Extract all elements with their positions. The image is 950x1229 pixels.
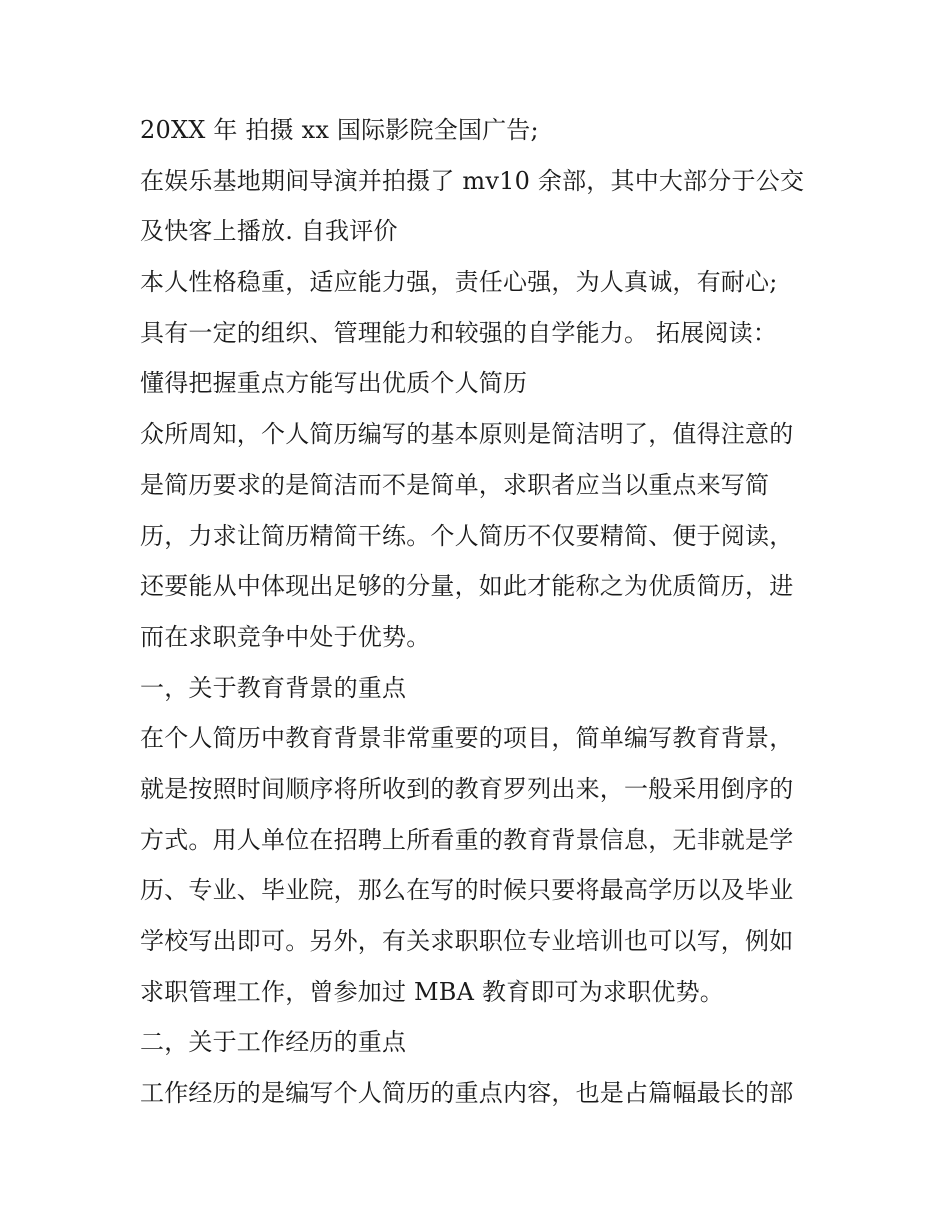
- paragraph-line: 历，力求让简历精简干练。个人简历不仅要精简、便于阅读，: [140, 521, 794, 550]
- paragraph-line: 还要能从中体现出足够的分量，如此才能称之为优质简历，进: [140, 572, 794, 601]
- paragraph-line: 学校写出即可。另外，有关求职职位专业培训也可以写，例如: [140, 927, 794, 955]
- paragraph-line: 是简历要求的是简洁而不是简单，求职者应当以重点来写简: [140, 470, 770, 499]
- section-title-resume-tips: 懂得把握重点方能写出优质个人简历: [140, 369, 528, 398]
- paragraph-line: 而在求职竞争中处于优势。: [140, 622, 431, 651]
- paragraph-line: 众所周知，个人简历编写的基本原则是简洁明了，值得注意的: [140, 420, 794, 449]
- heading-work-experience: 二，关于工作经历的重点: [140, 1028, 407, 1057]
- paragraph-line: 在个人简历中教育背景非常重要的项目，简单编写教育背景，: [140, 724, 794, 753]
- document-body: [140, 105, 840, 1119]
- paragraph-line: 工作经历的是编写个人简历的重点内容，也是占篇幅最长的部: [140, 1079, 794, 1108]
- text-line-personality: 本人性格稳重，适应能力强，责任心强，为人真诚，有耐心;: [140, 268, 778, 297]
- text-line-work-ad: 20XX 年 拍摄 xx 国际影院全国广告;: [140, 116, 539, 144]
- text-line-mv-directing: 在娱乐基地期间导演并拍摄了 mv10 余部，其中大部分于公交: [140, 166, 805, 195]
- text-line-abilities: 具有一定的组织、管理能力和较强的自学能力。 拓展阅读：: [140, 318, 778, 347]
- paragraph-line: 就是按照时间顺序将所收到的教育罗列出来，一般采用倒序的: [140, 774, 794, 803]
- text-line-self-evaluation: 及快客上播放. 自我评价: [140, 217, 398, 246]
- paragraph-line: 方式。用人单位在招聘上所看重的教育背景信息，无非就是学: [140, 825, 794, 854]
- paragraph-line: 历、专业、毕业院，那么在写的时候只要将最高学历以及毕业: [140, 876, 794, 905]
- paragraph-line: 求职管理工作，曾参加过 MBA 教育即可为求职优势。: [140, 977, 724, 1006]
- heading-education: 一，关于教育背景的重点: [140, 673, 407, 702]
